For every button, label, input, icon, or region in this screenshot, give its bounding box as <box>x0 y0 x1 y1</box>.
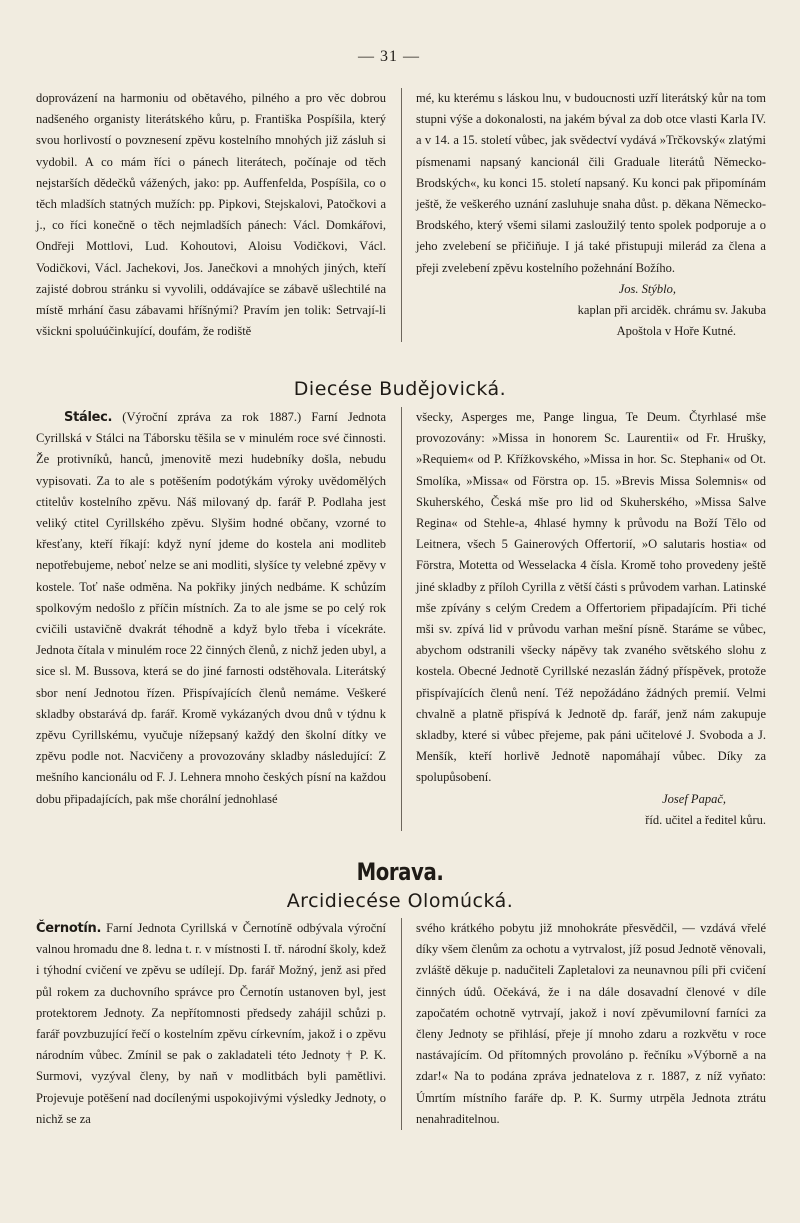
paragraph: svého krátkého pobytu již mnohokráte přesvědčil, — vzdává vřelé díky všem členům za ochotu a vytrvalost, jíž posud Jednotě věnovali, zvláště děkuje p. nadučiteli Zapletalovi za neunavnou píli při cvičení činných údů. Očekává, že i na dále dosavadní členové v díle započatém ochotně vytrvají, jakož i noví zpěvumilovní farníci za členy Jednoty se přihlásí, přeje jí mnoho zdaru a rozkvětu v roce nastávajícím. Od přítomných provoláno p. řečníku »Výborně a na zdar!« Na to podána zpráva jednatelova z r. 1887, z níž vyňato: Úmrtím místního faráře dp. P. K. Surmy utrpěla Jednota ztrátu nenahraditelnou. <box>416 921 766 1126</box>
paragraph-text: Farní Jednota Cyrillská v Černotíně odbývala výroční valnou hromadu dne 8. ledna t. r. v místnosti I. tř. národní školy, kdež i týhodní cvičení ve zpěvu se udílejí. Dp. farář Možný, jenž asi před půl rokem za duchovního správce pro Černotín ustanoven byl, jest protektorem Jednoty. Za nepřítomnosti předsedy zahájil schůzi p. farář povzbuzující řečí o kostelním zpěvu církevním, jakož i o zpěvu národním vůbec. Zmínil se pak o zakladateli této Jednoty † P. K. Surmovi, vyzýval členy, by naň v modlitbách byli pamětlivi. Projevuje potěšení nad docílenými uspokojivými výsledky Jednoty, o nichž se za <box>36 921 387 1126</box>
paragraph <box>36 407 386 810</box>
column-divider <box>401 918 402 1130</box>
column-right <box>416 88 766 342</box>
column-right <box>416 918 766 1130</box>
section-continuation <box>36 88 766 342</box>
signature-line: Apoštola v Hoře Kutné. <box>616 324 736 339</box>
column-right <box>416 407 766 831</box>
lead-word: Černotín. <box>36 921 102 936</box>
heading-archdiocese: Arcidiecése Olomúcká. <box>286 890 514 912</box>
paragraph <box>36 918 386 1130</box>
signature-line: kaplan při arciděk. chrámu sv. Jakuba <box>577 303 766 318</box>
heading-diocese: Diecése Budějovická. <box>293 378 507 400</box>
paragraph: mé, ku kterému s láskou lnu, v budoucnosti uzří literátský kůr na tom stupni výše a dokonalosti, na jakém býval za dob otce vlasti Karla IV. a v 14. a 15. století vůbec, jak svědectví vydává »Trčkovský« zlatými písmenami napsaný kancionál čili Graduale literátů Německo-Brodských«, ku konci 15. století napsaný. Ku konci pak připomínám ještě, že veškerého uznání zasluhuje snaha důst. p. děkana Německo-Brodského, který všemi silami zasloužilý tento spolek podporuje a o jeho zvelebení se přičiňuje. I já také přistupuji milerád za člena a přeji zvelebení zpěvu kostelního požehnání Božího. <box>416 91 766 275</box>
column-left <box>36 407 386 831</box>
lead-word: Stálec. <box>64 410 113 425</box>
column-divider <box>401 407 402 831</box>
page-number: — 31 — <box>358 48 420 65</box>
column-divider <box>401 88 402 342</box>
column-left <box>36 88 386 342</box>
column-left <box>36 918 386 1130</box>
section-cernotin <box>36 918 766 1130</box>
heading-morava: Morava. <box>356 858 444 886</box>
paragraph-text: (Výroční zpráva za rok 1887.) Farní Jednota Cyrillská v Stálci na Táborsku těšila se v minulém roce své činnosti. Že protivníků, hanců, jmenovitě mezi hudebníky došla, nebudu vypisovati. Za to ale s potěšením podotýkám výroky uvědomělých ctitelův kostelního zpěvu. Náš milovaný dp. farář P. Podlaha jest veliký ctitel Cyrillského zpěvu. Slyšim hodné občany, vzorné to křesťany, kteří říkají: když nyní jdeme do kostela ani modliteb nepotřebujeme, neboť nelze se ani modliti, slyšíce ty velebné zpěvy v kostele. Toť naše odměna. Na pokřiky jiných nedbáme. K schůzím spolkovým nedošlo z příčin místních. Za to ale jsme se po celý rok cvičili ustavičně dvakrát téhodně a když bylo třeba i vícekráte. Jednota čítala v minulém roce 22 činných členů, z nichž jeden ubyl, a sice sl. M. Bussova, která se do jiné farnosti odstěhovala. Literátský sbor není Jednotou řízen. Přispívajících členů nemáme. Veškeré skladby obstarává dp. farář. Kromě vykázaných dvou dnů v týdnu k zpěvu Cyrillskému, vyučuje nížepsaný každý den školní dítky ve zpěvu podle not. Nacvičeny a provozovány skladby následující: Z mešního kancionálu od F. J. Lehnera mnoho českých písní na každou dobu připadajících, pak mše chorální jednohlasé <box>36 410 387 806</box>
paragraph: doprovázení na harmoniu od obětavého, pilného a pro věc dobrou nadšeného organisty literátského kůru, p. Františka Pospíšila, který svou horlivostí o povznesení zpěvu kostelního mnohých již zásluh si vydobil. A co mám říci o pánech literátech, počínaje od těch nejstarších dědečků vážených, jako: pp. Auffenfelda, Pospíšila, co o těch mladších statných mužích: pp. Pipkovi, Stejskalovi, Patočkovi a j., co říci konečně o těch nejmladších pánech: Václ. Domkářovi, Ondřeji Mottlovi, Lud. Kohoutovi, Aloisu Vodičkovi, Václ. Vodičkovi, Václ. Jachekovi, Jos. Janečkovi a mnohých jiných, kteří zajisté dobrou stránku si vyvolili, oddávajíce se zábavě ušlechtilé na místě mrhání času zábavami hříšnými? Pravím jen tolik: Setrvají-li všickni spoluúčinkující, doufám, že rodiště <box>36 91 386 339</box>
paragraph: všecky, Asperges me, Pange lingua, Te Deum. Čtyrhlasé mše provozovány: »Missa in honorem Sc. Laurentii« od Fr. Hrušky, »Requiem« od P. Křížkovského, »Missa in hor. Sc. Stephani« od Ot. Smolíka, »Missa« od Förstra op. 15. »Brevis Missa Solemnis« od Skuherského, Česká mše pro lid od Skuherského, »Missa Salve Regina« od Stehle-a, 4hlasé hymny k průvodu na Boží Tělo od Leitnera, všech 5 Gainerových Offertorií, »O salutaris hostia« od Förstra, Motetta od Wesselacka 4 čísla. Kromě toho provedeny ještě jiné skladby z příloh Cyrilla z větší části s průvodem varhan. Latinské mše zpívány s celým Credem a Offertoriem připadajícím. Při tiché mši sv. zpívá lid v průvodu varhan mešní písně. Staráme se vůbec, abychom odstranili všecky nápěvy tak zvaného světského slohu z kostela. Obecné Jednotě Cyrillské nezaslán žádný příspěvek, protože přispívajících členů není. Též nepožádáno žádných premií. Velmi chvalně a platně přispívá k Jednotě dp. farář, jenž nám zakupuje skladby, které si vůbec přejeme, pak páni učitelové J. Svoboda a J. Menšík, kteří horlivě Jednotě napomáhají vůbec. Díky za spolupůsobení. <box>416 410 766 785</box>
signature-name: Jos. Stýblo, <box>618 281 676 296</box>
signature-name: Josef Papač, <box>662 791 726 806</box>
section-stalec <box>36 407 766 831</box>
signature-line: říd. učitel a ředitel kůru. <box>645 812 766 827</box>
